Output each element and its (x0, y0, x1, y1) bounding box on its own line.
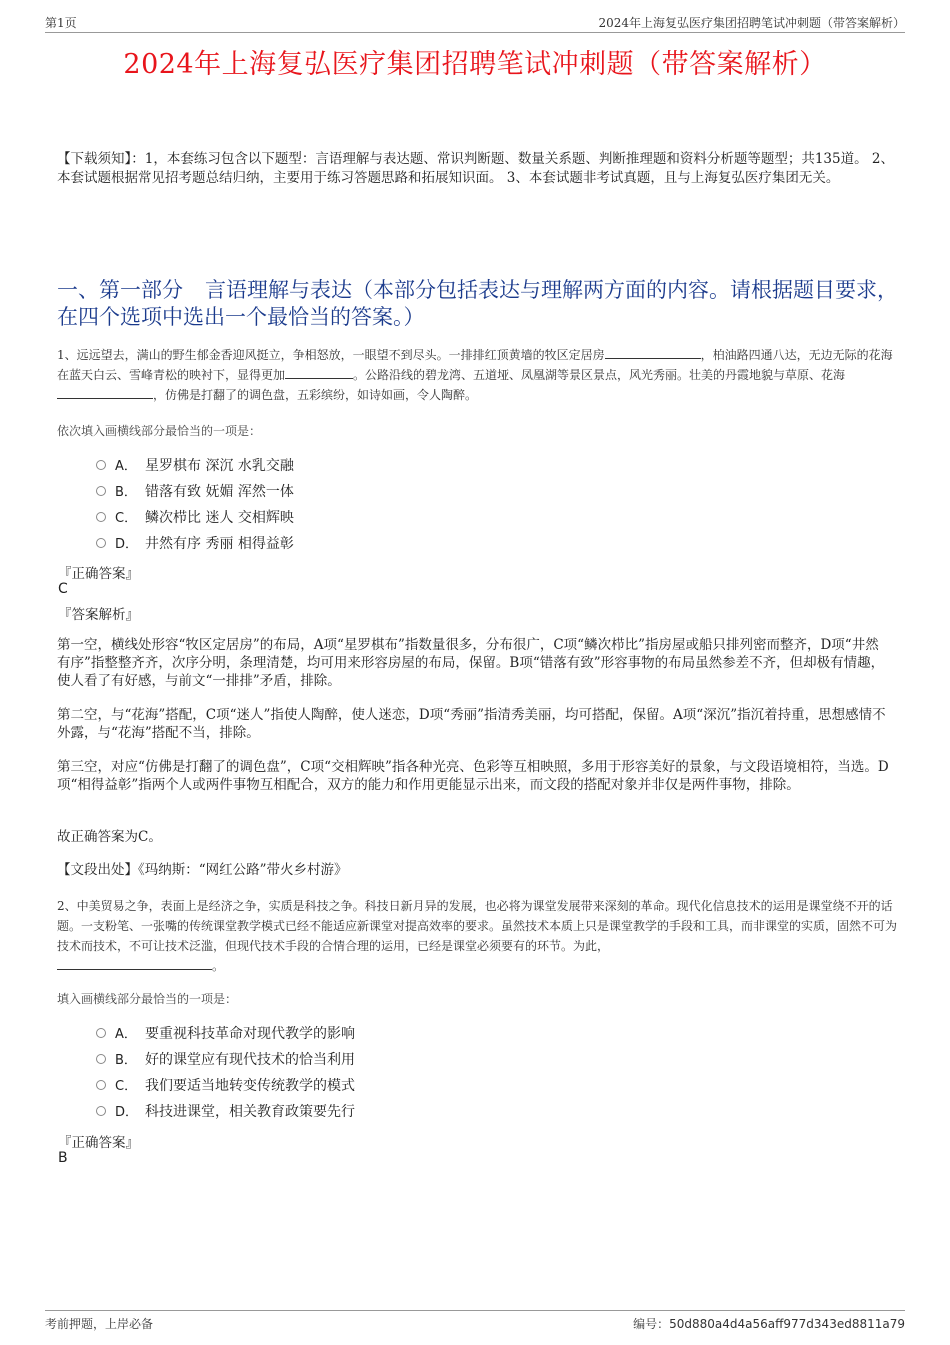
option-c[interactable]: C． 鳞次栉比 迷人 交相辉映 (96, 505, 294, 531)
document-title: 2024年上海复弘医疗集团招聘笔试冲刺题（带答案解析） (123, 49, 827, 80)
question-2-text-part: 。 (212, 959, 225, 973)
option-c[interactable]: C． 我们要适当地转变传统教学的模式 (96, 1073, 355, 1099)
passage-source: 【文段出处】《玛纳斯：“网红公路”带火乡村游》 (57, 862, 348, 878)
option-a[interactable]: A． 星罗棋布 深沉 水乳交融 (96, 453, 294, 479)
correct-answer-label: 『正确答案』 (58, 566, 139, 582)
analysis-paragraph: 第二空，与“花海”搭配，C项“迷人”指使人陶醉，使人迷恋，D项“秀丽”指清秀美丽，均可搭配，保留。A项“深沉”指沉着持重，思想感情不外露，与“花海”搭配不当，排除。 (57, 707, 886, 741)
option-b[interactable]: B． 错落有致 妩媚 浑然一体 (96, 479, 294, 505)
radio-icon[interactable] (96, 1080, 106, 1090)
page-number: 第1页 (45, 16, 77, 30)
option-a[interactable]: A． 要重视科技革命对现代教学的影响 (96, 1021, 355, 1047)
radio-icon[interactable] (96, 460, 106, 470)
header-doc-title: 2024年上海复弘医疗集团招聘笔试冲刺题（带答案解析） (598, 16, 905, 30)
analysis-conclusion: 故正确答案为C。 (57, 829, 162, 845)
question-1-text-part: 。公路沿线的碧龙湾、五道垭、凤凰湖等景区景点，风光秀丽。壮美的丹霞地貌与草原、花海 (353, 368, 846, 382)
question-1-stem (57, 345, 899, 405)
fill-blank (57, 386, 153, 399)
footer-slogan: 考前押题，上岸必备 (45, 1317, 154, 1331)
fill-blank (285, 366, 353, 379)
correct-answer: B (58, 1150, 68, 1166)
radio-icon[interactable] (96, 1028, 106, 1038)
analysis-paragraph: 第一空，横线处形容“牧区定居房”的布局，A项“星罗棋布”指数量很多，分布很广，C项“鳞次栉比”指房屋或船只排列密而整齐，D项“井然有序”指整整齐齐，次序分明，条理清楚，均可用来形容房屋的布局，保留。B项“错落有致”形容事物的布局虽然参差不齐，但却极有情趣，使人看了有好感，与前文“一排排”矛盾，排除。 (57, 637, 885, 689)
question-2-prompt: 填入画横线部分最恰当的一项是： (57, 992, 238, 1006)
option-b[interactable]: B． 好的课堂应有现代技术的恰当利用 (96, 1047, 355, 1073)
option-d[interactable]: D． 科技进课堂，相关教育政策要先行 (96, 1099, 355, 1125)
option-d[interactable]: D． 井然有序 秀丽 相得益彰 (96, 531, 294, 557)
page-header (45, 14, 905, 33)
question-1-text-part: ，柏油路四通八达，无边无际的花海在蓝天白云、雪峰青松的映衬下，显得更加 (57, 348, 893, 382)
section-number: 一、第一部分 (57, 278, 183, 302)
page-footer (45, 1310, 905, 1331)
section-text: 言语理解与表达（本部分包括表达与理解两方面的内容。请根据题目要求，在四个选项中选出一个最恰当的答案。） (57, 278, 898, 329)
analysis-paragraph: 第三空，对应“仿佛是打翻了的调色盘”，C项“交相辉映”指各种光亮、色彩等互相映照，多用于形容美好的景象，与文段语境相符，当选。D项“相得益彰”指两个人或两件事物互相配合，双方的能力和作用更能显示出来，而文段的搭配对象并非仅是两件事物，排除。 (57, 759, 889, 793)
question-1-text-part: 1、远远望去，满山的野生郁金香迎风挺立，争相怒放，一眼望不到尽头。一排排红顶黄墙的牧区定居房 (57, 348, 605, 362)
correct-answer: C (58, 581, 68, 597)
question-2-text-part: 2、中美贸易之争，表面上是经济之争，实质是科技之争。科技日新月异的发展，也必将为课堂发展带来深刻的革命。现代化信息技术的运用是课堂绕不开的话题。一支粉笔、一张嘴的传统课堂教学模式已经不能适应新课堂对提高效率的要求。虽然技术本质上只是课堂教学的手段和工具，而非课堂的实质，固然不可为技术而技术，不可让技术泛滥，但现代技术手段的合情合理的运用，已经是课堂必须要有的环节。为此， (57, 899, 898, 953)
document-code: 编号：50d880a4d4a56aff977d343ed8811a79 (633, 1317, 905, 1331)
radio-icon[interactable] (96, 512, 106, 522)
question-1-text-part: ，仿佛是打翻了的调色盘，五彩缤纷，如诗如画，令人陶醉。 (153, 388, 478, 402)
question-2-options (96, 1021, 355, 1125)
fill-blank (605, 346, 701, 359)
correct-answer-label: 『正确答案』 (58, 1135, 139, 1151)
question-1-prompt: 依次填入画横线部分最恰当的一项是： (57, 424, 262, 438)
question-1-options (96, 453, 294, 557)
fill-blank (57, 957, 212, 970)
radio-icon[interactable] (96, 1054, 106, 1064)
analysis-label: 『答案解析』 (58, 607, 139, 623)
section-heading (57, 277, 902, 331)
download-notice: 【下载须知】：1，本套练习包含以下题型：言语理解与表达题、常识判断题、数量关系题、判断推理题和资料分析题等题型；共135道。 2、本套试题根据常见招考题总结归纳，主要用于练习答题思路和拓展知识面。 3、本套试题非考试真题，且与上海复弘医疗集团无关。 (57, 151, 894, 186)
radio-icon[interactable] (96, 486, 106, 496)
radio-icon[interactable] (96, 538, 106, 548)
radio-icon[interactable] (96, 1106, 106, 1116)
question-2-stem (57, 896, 899, 976)
